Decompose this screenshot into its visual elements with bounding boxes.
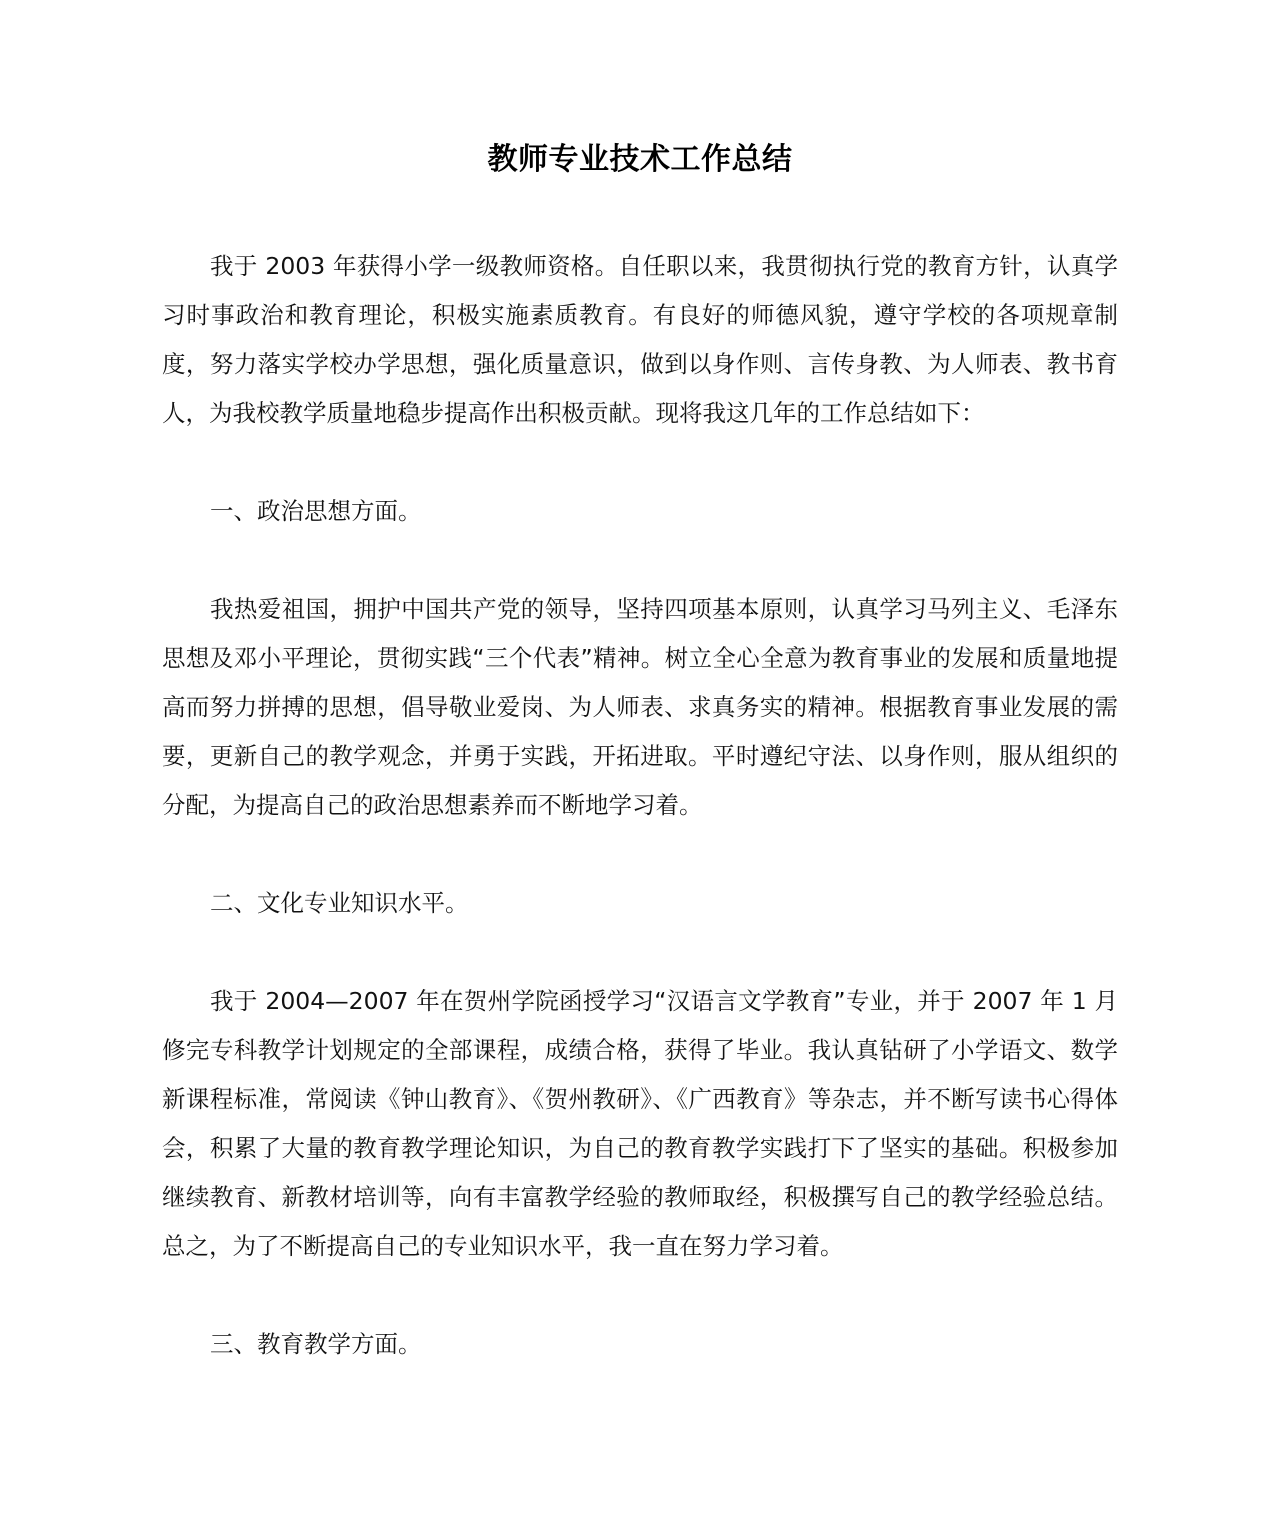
section-heading-teaching: 三、教育教学方面。	[210, 1330, 422, 1358]
politics-paragraph: 我热爱祖国，拥护中国共产党的领导，坚持四项基本原则，认真学习马列主义、毛泽东思想及邓小平理论，贯彻实践“三个代表”精神。树立全心全意为教育事业的发展和质量地提高而努力拼搏的思想，倡导敬业爱岗、为人师表、求真务实的精神。根据教育事业发展的需要，更新自己的教学观念，并勇于实践，开拓进取。平时遵纪守法、以身作则，服从组织的分配，为提高自己的政治思想素养而不断地学习着。	[162, 595, 1118, 819]
knowledge-paragraph: 我于 2004—2007 年在贺州学院函授学习“汉语言文学教育”专业，并于 2007 年 1 月修完专科教学计划规定的全部课程，成绩合格，获得了毕业。我认真钻研了小学语文、数学新课程标准，常阅读《钟山教育》、《贺州教研》、《广西教育》等杂志，并不断写读书心得体会，积累了大量的教育教学理论知识，为自己的教育教学实践打下了坚实的基础。积极参加继续教育、新教材培训等，向有丰富教学经验的教师取经，积极撰写自己的教学经验总结。总之，为了不断提高自己的专业知识水平，我一直在努力学习着。	[162, 987, 1118, 1260]
section-heading-knowledge: 二、文化专业知识水平。	[210, 889, 469, 917]
paragraph-spacer	[162, 928, 1118, 977]
paragraph-spacer	[162, 536, 1118, 585]
section-heading-politics: 一、政治思想方面。	[210, 497, 422, 525]
intro-paragraph: 我于 2003 年获得小学一级教师资格。自任职以来，我贯彻执行党的教育方针，认真学习时事政治和教育理论，积极实施素质教育。有良好的师德风貌，遵守学校的各项规章制度，努力落实学校办学思想，强化质量意识，做到以身作则、言传身教、为人师表、教书育人，为我校教学质量地稳步提高作出积极贡献。现将我这几年的工作总结如下：	[162, 252, 1118, 427]
paragraph-spacer	[162, 438, 1118, 487]
document-title: 教师专业技术工作总结	[487, 142, 793, 177]
paragraph-spacer	[162, 830, 1118, 879]
document-body	[162, 242, 1118, 1369]
paragraph-spacer	[162, 1271, 1118, 1320]
